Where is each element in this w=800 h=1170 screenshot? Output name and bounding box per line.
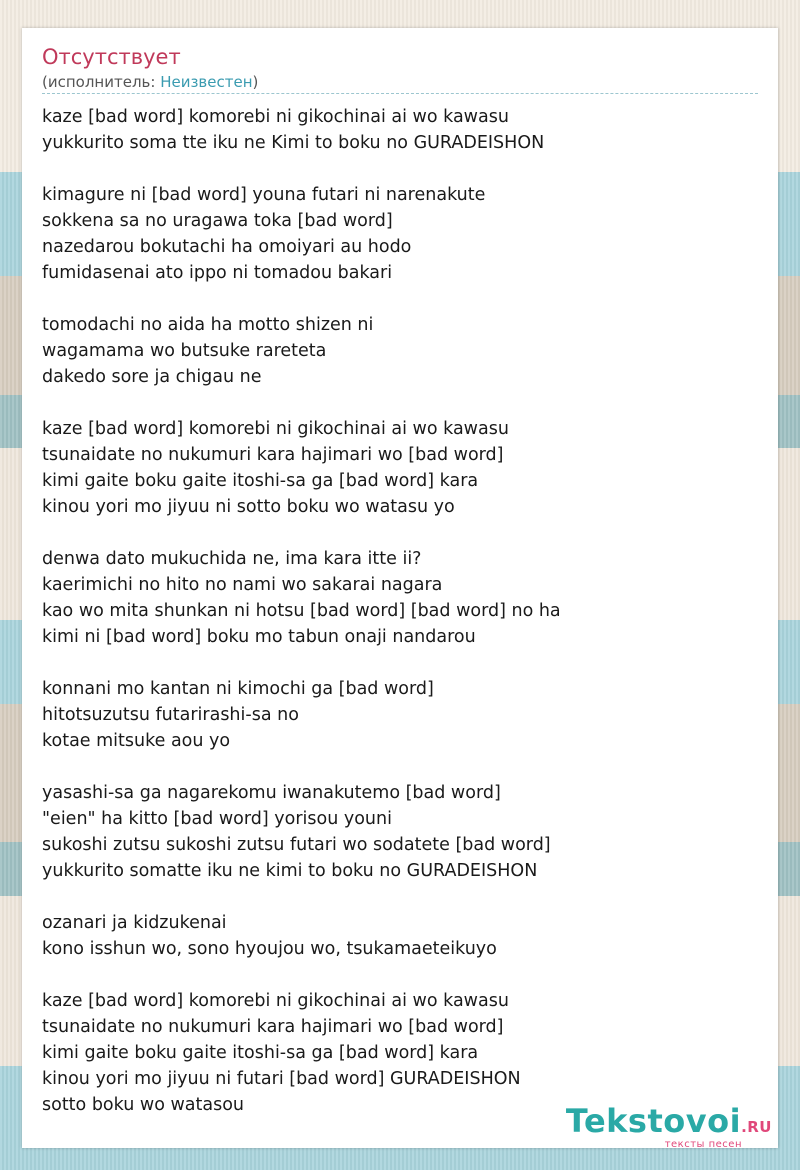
lyric-stanza-break <box>42 520 758 546</box>
lyric-stanza-break <box>42 754 758 780</box>
lyric-line: kotae mitsuke aou yo <box>42 731 231 751</box>
logo-tagline: тексты песен <box>664 1139 742 1150</box>
lyric-stanza-break <box>42 390 758 416</box>
lyric-line: kao wo mita shunkan ni hotsu [bad word] [bad word] no ha <box>42 601 561 621</box>
lyric-line: kono isshun wo, sono hyoujou wo, tsukamaeteikuyo <box>42 939 497 959</box>
artist-link[interactable]: Неизвестен <box>160 73 253 91</box>
lyric-line: "eien" ha kitto [bad word] yorisou youni <box>42 809 392 829</box>
lyric-line: yukkurito somatte iku ne kimi to boku no GURADEISHON <box>42 861 538 881</box>
lyric-line: kimagure ni [bad word] youna futari ni narenakute <box>42 185 486 205</box>
lyric-line: konnani mo kantan ni kimochi ga [bad word] <box>42 679 434 699</box>
lyric-line: tsunaidate no nukumuri kara hajimari wo [bad word] <box>42 445 504 465</box>
lyric-line: kimi gaite boku gaite itoshi-sa ga [bad word] kara <box>42 1043 479 1063</box>
site-logo[interactable] <box>566 1104 772 1150</box>
lyric-line: yasashi-sa ga nagarekomu iwanakutemo [bad word] <box>42 783 501 803</box>
lyric-line: sotto boku wo watasou <box>42 1095 245 1115</box>
lyric-line: kaze [bad word] komorebi ni gikochinai ai wo kawasu <box>42 419 509 439</box>
logo-main-text: Tekstovoi <box>565 1102 742 1140</box>
lyric-line: kinou yori mo jiyuu ni sotto boku wo watasu yo <box>42 497 455 517</box>
lyric-line: sokkena sa no uragawa toka [bad word] <box>42 211 393 231</box>
title-divider <box>42 93 758 94</box>
lyric-line: kaze [bad word] komorebi ni gikochinai ai wo kawasu <box>42 991 509 1011</box>
artist-prefix: (исполнитель: <box>42 73 161 91</box>
lyric-line: yukkurito soma tte iku ne Kimi to boku no GURADEISHON <box>42 133 545 153</box>
lyric-line: hitotsuzutsu futarirashi-sa no <box>42 705 299 725</box>
lyric-line: wagamama wo butsuke rareteta <box>42 341 327 361</box>
lyric-stanza-break <box>42 650 758 676</box>
lyric-line: kimi ni [bad word] boku mo tabun onaji nandarou <box>42 627 476 647</box>
lyric-line: denwa dato mukuchida ne, ima kara itte ii? <box>42 549 422 569</box>
lyric-line: kimi gaite boku gaite itoshi-sa ga [bad word] kara <box>42 471 479 491</box>
lyric-line: tsunaidate no nukumuri kara hajimari wo [bad word] <box>42 1017 504 1037</box>
lyric-line: kaze [bad word] komorebi ni gikochinai ai wo kawasu <box>42 107 509 127</box>
lyric-line: kinou yori mo jiyuu ni futari [bad word] GURADEISHON <box>42 1069 521 1089</box>
lyrics-text <box>42 104 758 1118</box>
lyric-stanza-break <box>42 286 758 312</box>
lyric-stanza-break <box>42 884 758 910</box>
artist-line <box>42 72 258 92</box>
lyric-stanza-break <box>42 962 758 988</box>
lyric-line: sukoshi zutsu sukoshi zutsu futari wo sodatete [bad word] <box>42 835 551 855</box>
lyric-line: ozanari ja kidzukenai <box>42 913 227 933</box>
lyric-line: kaerimichi no hito no nami wo sakarai nagara <box>42 575 443 595</box>
lyrics-card <box>22 28 778 1148</box>
lyric-line: dakedo sore ja chigau ne <box>42 367 262 387</box>
lyric-stanza-break <box>42 156 758 182</box>
song-title: Отсутствует <box>42 45 181 69</box>
logo-suffix: .RU <box>741 1118 772 1136</box>
lyric-line: nazedarou bokutachi ha omoiyari au hodo <box>42 237 412 257</box>
lyric-line: tomodachi no aida ha motto shizen ni <box>42 315 374 335</box>
artist-suffix: ) <box>252 73 259 91</box>
lyric-line: fumidasenai ato ippo ni tomadou bakari <box>42 263 393 283</box>
logo-wordmark <box>566 1104 772 1144</box>
